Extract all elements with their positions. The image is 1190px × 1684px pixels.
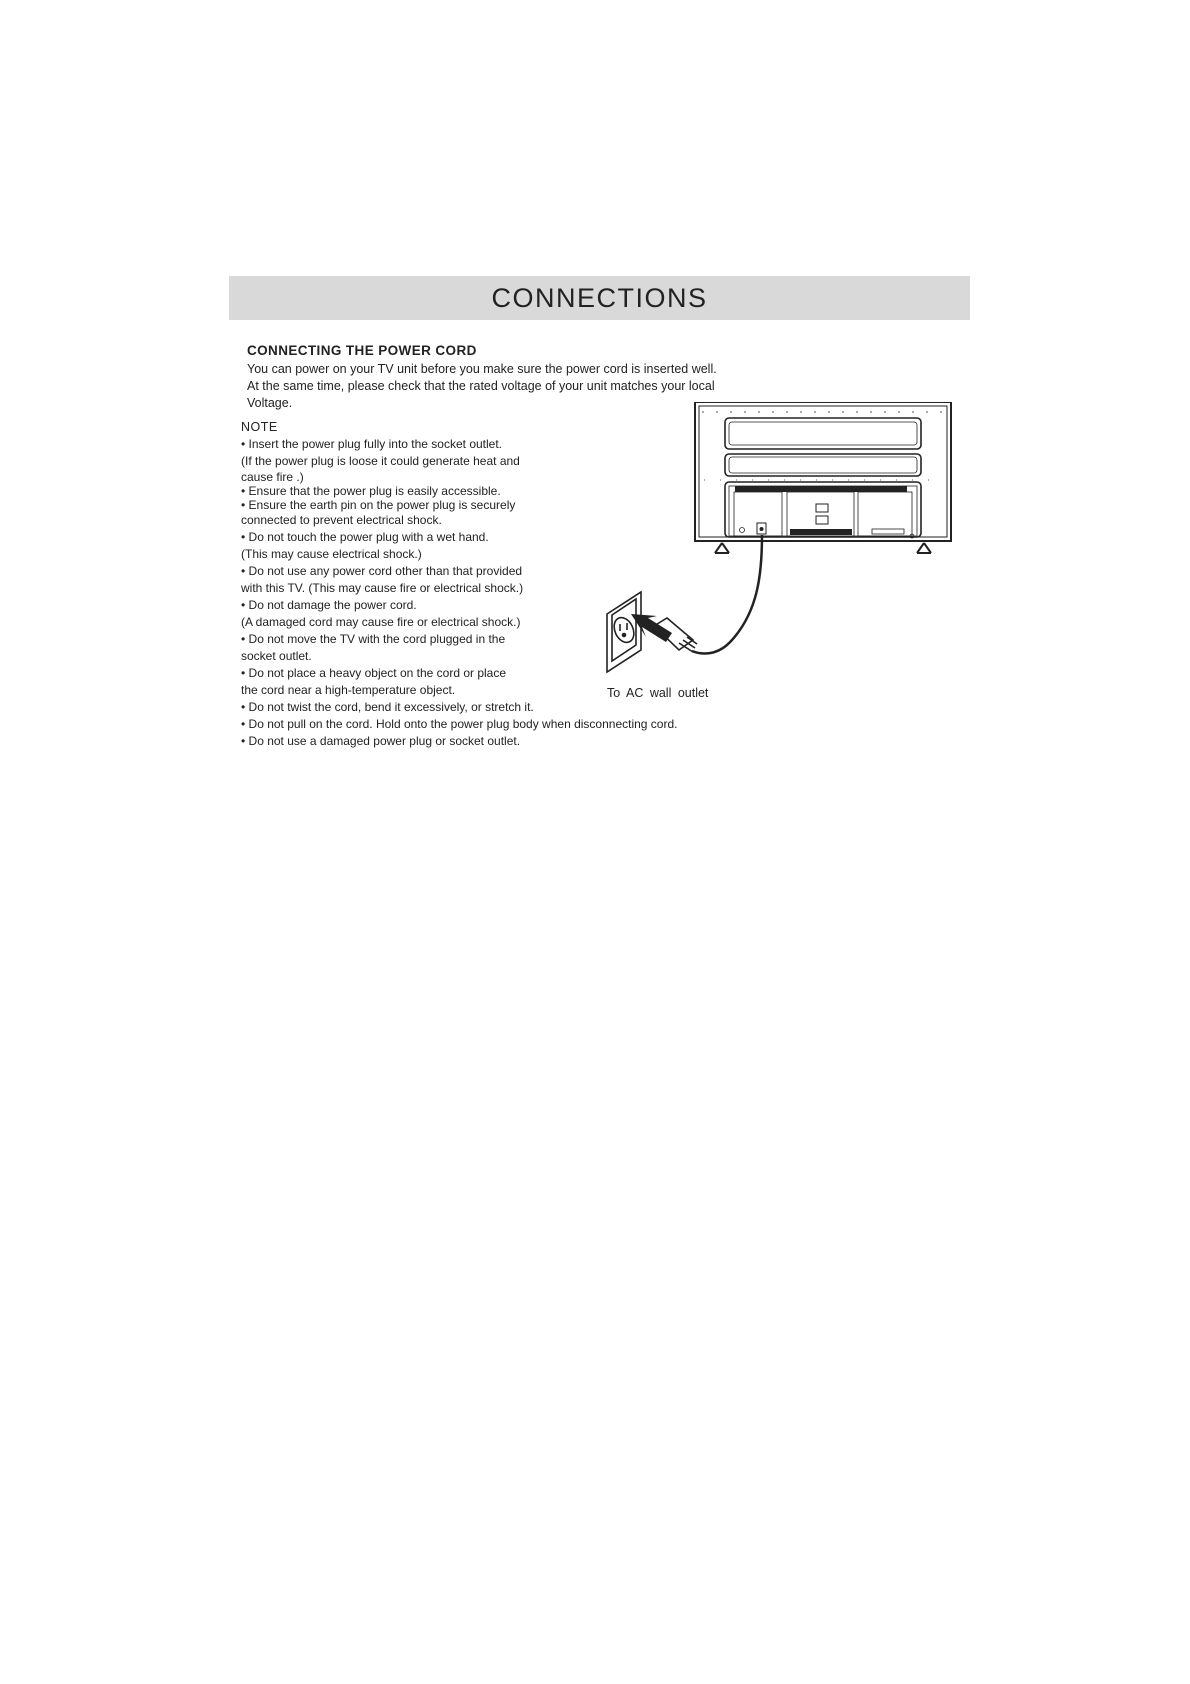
note-line: cause fire .) <box>241 470 304 484</box>
intro-line: At the same time, please check that the rated voltage of your unit matches your local <box>247 379 715 393</box>
note-line: • Insert the power plug fully into the socket outlet. <box>241 437 503 451</box>
note-line: connected to prevent electrical shock. <box>241 513 442 527</box>
note-line: • Do not damage the power cord. <box>241 598 417 612</box>
tv-rear-panel-icon <box>695 402 951 553</box>
note-line: • Ensure that the power plug is easily accessible. <box>241 484 501 498</box>
note-line: the cord near a high-temperature object. <box>241 683 456 697</box>
note-line: • Do not move the TV with the cord plugged in the <box>241 632 506 646</box>
header-bar <box>229 276 970 320</box>
note-label: NOTE <box>241 420 278 434</box>
note-line: • Ensure the earth pin on the power plug is securely <box>241 498 516 512</box>
intro-line: Voltage. <box>247 396 293 410</box>
note-line: with this TV. (This may cause fire or electrical shock.) <box>241 581 524 595</box>
section-heading: CONNECTING THE POWER CORD <box>247 343 477 358</box>
page-title: CONNECTIONS <box>491 283 708 313</box>
illustration-caption: To AC wall outlet <box>607 686 709 700</box>
note-line: socket outlet. <box>241 649 312 663</box>
note-line: • Do not touch the power plug with a wet hand. <box>241 530 489 544</box>
note-line: (This may cause electrical shock.) <box>241 547 422 561</box>
note-line: (If the power plug is loose it could generate heat and <box>241 454 520 468</box>
power-connection-illustration <box>594 402 954 702</box>
note-line: • Do not use a damaged power plug or socket outlet. <box>241 734 521 748</box>
note-line: • Do not place a heavy object on the cord or place <box>241 666 507 680</box>
note-line: • Do not twist the cord, bend it excessively, or stretch it. <box>241 700 534 714</box>
note-line: (A damaged cord may cause fire or electrical shock.) <box>241 615 521 629</box>
note-line: • Do not pull on the cord. Hold onto the power plug body when disconnecting cord. <box>241 717 678 731</box>
intro-line: You can power on your TV unit before you make sure the power cord is inserted well. <box>247 362 717 376</box>
note-line: • Do not use any power cord other than that provided <box>241 564 523 578</box>
wall-socket-icon <box>607 592 641 672</box>
